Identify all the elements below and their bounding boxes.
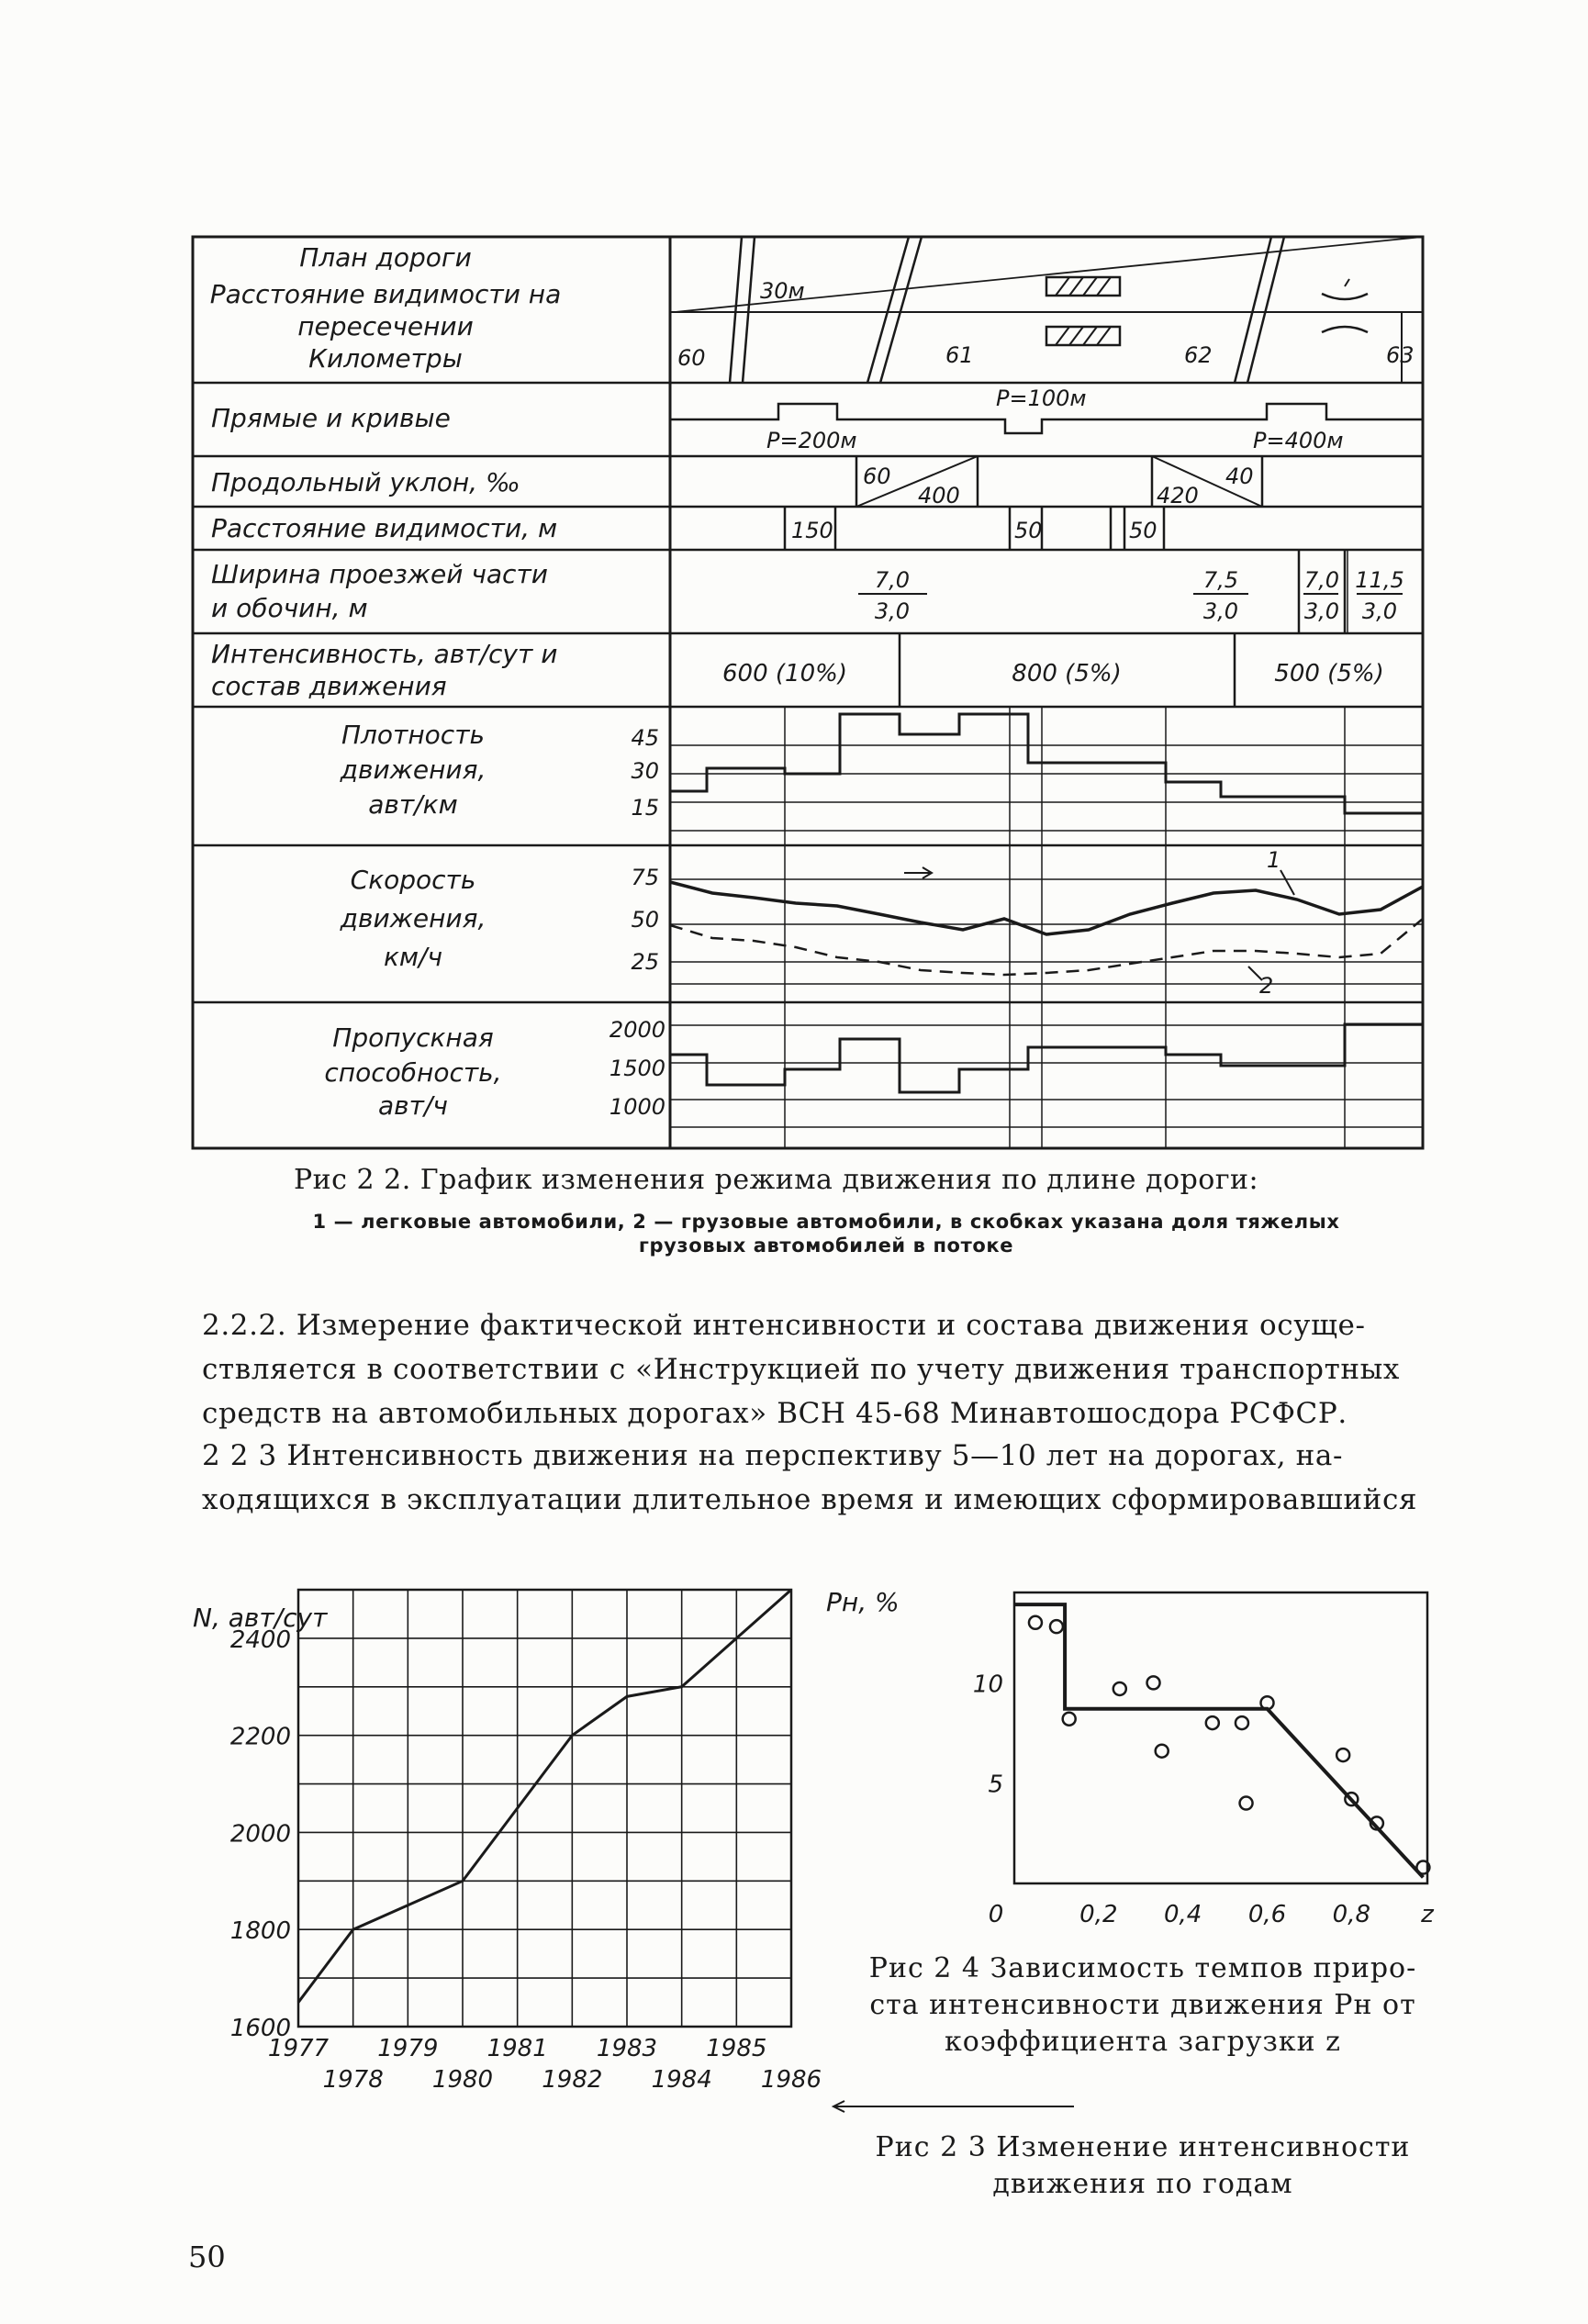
arrow-left-icon	[826, 2097, 1083, 2116]
data-point	[1050, 1620, 1063, 1633]
km-62: 62	[1184, 342, 1213, 368]
sight-value-50-a: 50	[1014, 518, 1043, 543]
row-label-capacity-3: авт/ч	[378, 1090, 448, 1121]
row-label-capacity-2: способность,	[324, 1057, 502, 1088]
figure-2-2-legend-line-1: 1 — легковые автомобили, 2 — грузовые автомобили, в скобках указана доля тяжелых	[312, 1211, 1340, 1233]
speed-series-label-1: 1	[1267, 847, 1281, 873]
intensity-value-3: 500 (5%)	[1274, 660, 1384, 687]
width-shoulder-4: 3,0	[1361, 598, 1398, 624]
x-tick-label: 1982	[542, 2066, 603, 2094]
y-tick-label: 1600	[229, 2015, 291, 2042]
y-axis-label-p: Pн, %	[826, 1587, 900, 1617]
row-label-capacity-1: Пропускная	[332, 1022, 494, 1053]
capacity-step-profile	[670, 1024, 1423, 1092]
speed-tick-75: 75	[631, 865, 659, 890]
row-label-curves: Прямые и кривые	[211, 403, 451, 433]
capacity-tick-2000: 2000	[609, 1017, 665, 1043]
x-tick-label: 0,6	[1247, 1901, 1287, 1928]
row-label-plan-4: Километры	[308, 343, 463, 374]
figure-2-4-caption-line: коэффициента загрузки z	[945, 2026, 1341, 2058]
data-point	[1336, 1749, 1349, 1761]
plan-sight-distance: 30м	[760, 278, 805, 304]
x-tick-label: 1979	[377, 2035, 439, 2062]
row-label-speed-2: движения,	[340, 903, 486, 933]
row-label-speed-1: Скорость	[350, 865, 476, 895]
x-tick-label: 0,2	[1079, 1901, 1118, 1928]
figure-2-4-caption-line: ста интенсивности движения Pн от	[869, 1989, 1416, 2021]
density-tick-15: 15	[631, 795, 659, 821]
row-label-plan-1: План дороги	[299, 242, 472, 273]
y-tick-label: 5	[988, 1771, 1003, 1799]
data-point	[1156, 1745, 1169, 1758]
curve-radius-200: P=200м	[766, 428, 857, 453]
row-label-width-2: и обочин, м	[211, 593, 368, 623]
sight-value-50-b: 50	[1129, 518, 1157, 543]
y-tick-label: 2000	[229, 1820, 291, 1849]
figure-2-4-growth-rate-chart	[808, 1560, 1588, 1927]
km-61: 61	[945, 342, 974, 368]
figure-2-2-legend-line-2: грузовых автомобилей в потоке	[638, 1235, 1014, 1257]
data-point	[1029, 1616, 1042, 1629]
row-label-speed-3: км/ч	[383, 942, 443, 972]
x-tick-label: 0,8	[1332, 1901, 1371, 1928]
capacity-tick-1000: 1000	[609, 1094, 665, 1120]
paragraph-line: ствляется в соответствии с «Инструкцией по учету движения транспортных	[202, 1353, 1400, 1386]
width-shoulder-3: 3,0	[1303, 598, 1340, 624]
x-tick-label: 1983	[596, 2035, 658, 2062]
y-tick-label: 2400	[229, 1626, 291, 1654]
row-label-plan-3: пересечении	[297, 311, 474, 341]
x-tick-label: 0,4	[1163, 1901, 1202, 1928]
data-point	[1236, 1716, 1248, 1729]
x-tick-label: 1980	[431, 2066, 494, 2094]
page-number: 50	[188, 2240, 226, 2274]
curve-radius-100: P=100м	[996, 385, 1087, 411]
intensity-value-1: 600 (10%)	[722, 660, 847, 687]
curve-radius-400: P=400м	[1253, 428, 1344, 453]
density-step-profile	[670, 714, 1423, 813]
paragraph-line: 2.2.2. Измерение фактической интенсивности и состава движения осуще-	[202, 1309, 1366, 1342]
row-label-density-1: Плотность	[341, 720, 486, 750]
y-tick-label: 1800	[229, 1917, 291, 1946]
row-label-intensity-1: Интенсивность, авт/сут и	[211, 639, 558, 669]
density-tick-30: 30	[631, 758, 659, 784]
density-tick-45: 45	[631, 725, 659, 751]
row-label-intensity-2: состав движения	[211, 671, 447, 701]
paragraph-2-2-2	[202, 1303, 1446, 1436]
width-shoulder-2: 3,0	[1202, 598, 1239, 624]
grade-value-60: 60	[863, 464, 891, 489]
row-label-sight: Расстояние видимости, м	[211, 513, 558, 543]
row-label-density-3: авт/км	[368, 789, 458, 820]
data-point	[1113, 1682, 1126, 1695]
data-point	[1240, 1797, 1253, 1810]
x-tick-label: 1984	[651, 2066, 712, 2094]
data-point	[1147, 1676, 1160, 1689]
figure-2-3-caption	[844, 2129, 1441, 2203]
plot-frame	[1014, 1592, 1427, 1883]
figure-2-3-caption-line: Рис 2 3 Изменение интенсивности	[875, 2131, 1411, 2163]
x-tick-label: 0	[988, 1901, 1004, 1928]
row-label-grade: Продольный уклон, ‰	[211, 467, 520, 497]
fit-line	[1014, 1604, 1423, 1877]
figure-2-2-legend	[211, 1210, 1441, 1257]
speed-tick-25: 25	[631, 949, 659, 975]
data-point	[1063, 1713, 1076, 1726]
x-tick-label: 1985	[706, 2035, 767, 2062]
figure-2-3-caption-line: движения по годам	[992, 2168, 1293, 2200]
width-shoulder-1: 3,0	[874, 598, 911, 624]
y-tick-label: 10	[972, 1670, 1003, 1699]
width-carriageway-3: 7,0	[1303, 567, 1340, 593]
width-carriageway-2: 7,5	[1202, 567, 1239, 593]
x-tick-label: 1978	[322, 2066, 384, 2094]
speed-series-label-2: 2	[1259, 973, 1274, 999]
y-axis-label-n: N, авт/сут	[193, 1603, 328, 1633]
intensity-value-2: 800 (5%)	[1012, 660, 1122, 687]
grade-value-400: 400	[918, 483, 960, 508]
x-tick-label: 1981	[486, 2035, 548, 2062]
data-point	[1206, 1716, 1219, 1729]
sight-value-150: 150	[791, 518, 833, 543]
grade-value-40: 40	[1225, 464, 1254, 489]
width-carriageway-1: 7,0	[874, 567, 911, 593]
speed-curve-trucks	[670, 919, 1423, 975]
speed-curve-cars	[670, 882, 1423, 934]
speed-tick-50: 50	[631, 907, 659, 933]
x-tick-label: 1986	[760, 2066, 822, 2094]
width-carriageway-4: 11,5	[1355, 567, 1404, 593]
figure-2-3-intensity-by-year-chart	[0, 1560, 822, 2111]
capacity-tick-1500: 1500	[609, 1056, 665, 1081]
paragraph-line: средств на автомобильных дорогах» ВСН 45-68 Минавтошосдора РСФСР.	[202, 1397, 1348, 1430]
km-63: 63	[1386, 342, 1415, 368]
km-60: 60	[677, 345, 706, 371]
x-tick-label: 1977	[267, 2035, 330, 2062]
intensity-growth-line	[298, 1590, 791, 2003]
figure-2-4-caption-line: Рис 2 4 Зависимость темпов приро-	[868, 1952, 1417, 1984]
figure-2-2-caption: Рис 2 2. График изменения режима движения по длине дороги:	[294, 1164, 1259, 1196]
grade-value-420: 420	[1157, 483, 1199, 508]
x-tick-label: z	[1421, 1901, 1434, 1928]
y-tick-label: 2200	[229, 1723, 291, 1751]
paragraph-line: 2 2 3 Интенсивность движения на перспективу 5—10 лет на дорогах, на-	[202, 1439, 1344, 1472]
row-label-plan-2: Расстояние видимости на	[209, 279, 562, 309]
figure-2-4-caption	[844, 1950, 1441, 2061]
row-label-width-1: Ширина проезжей части	[211, 559, 548, 589]
paragraph-2-2-3	[202, 1434, 1446, 1522]
paragraph-line: ходящихся в эксплуатации длительное время и имеющих сформировавшийся	[202, 1483, 1418, 1516]
row-label-density-2: движения,	[340, 754, 486, 785]
